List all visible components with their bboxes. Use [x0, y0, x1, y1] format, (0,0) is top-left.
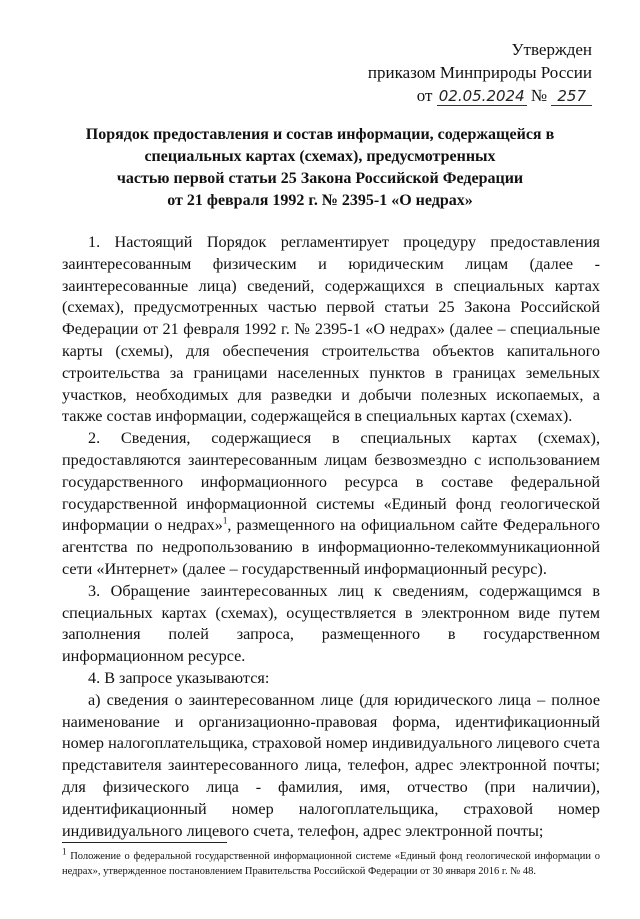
- approval-block: [368, 38, 592, 108]
- paragraph-1: 1. Настоящий Порядок регламентирует процедуру предоставления заинтересованным физическим и юридическим лицам (далее - заинтересованные лица) сведений, содержащихся в специальных картах (схемах), предусмотренных частью первой статьи 25 Закона Российской Федерации от 21 февраля 1992 г. № 2395-1 «О недрах» (далее – специальные карты (схемы), для обеспечения строительства объектов капитального строительства за границами населенных пунктов в границах земельных участков, необходимых для разведки и добычи полезных ископаемых, а также состав информации, содержащейся в специальных картах (схемах).: [62, 233, 600, 426]
- paragraph-4a: а) сведения о заинтересованном лице (для юридического лица – полное наименование и организационно-правовая форма, идентификационный номер налогоплательщика, страховой номер индивидуального лицевого счета представителя заинтересованного лица, телефон, адрес электронной почты; для физического лица - фамилия, имя, отчество (при наличии), идентификационный номер налогоплательщика, страховой номер индивидуального лицевого счета, телефон, адрес электронной почты;: [62, 690, 600, 840]
- footnote: [62, 846, 600, 879]
- approval-number-label: №: [530, 86, 548, 105]
- approval-line-2: приказом Минприроды России: [367, 63, 592, 82]
- approval-date-prefix: от: [416, 86, 433, 105]
- title-line-2: специальных картах (схемах), предусмотренных: [144, 148, 496, 165]
- footnote-reference[interactable]: 1: [222, 515, 228, 526]
- footnote-marker: 1: [62, 846, 67, 857]
- approval-line-1: Утвержден: [511, 40, 592, 59]
- approval-number: 257: [551, 87, 592, 106]
- paragraph-4: 4. В запросе указываются:: [88, 668, 270, 687]
- paragraph-2-text-a: 2. Сведения, содержащиеся в специальных картах (схемах), предоставляются заинтересованным лицам безвозмездно с использованием государственного информационного ресурса в составе федеральной государственной информационной системы «Единый фонд геологической информации о недрах»: [62, 429, 600, 535]
- footnote-separator: [62, 842, 227, 843]
- title-line-3: частью первой статьи 25 Закона Российской Федерации: [116, 170, 524, 187]
- document-body: [62, 232, 600, 842]
- paragraph-3: 3. Обращение заинтересованных лиц к сведениям, содержащимся в специальных картах (схемах), осуществляется в электронном виде путем заполнения полей запроса, размещенного в государственном информационном ресурсе.: [62, 581, 600, 666]
- title-line-4: от 21 февраля 1992 г. № 2395-1 «О недрах»: [167, 192, 473, 209]
- document-title: [70, 124, 570, 212]
- paragraph-2-text-b: , размещенного на официальном сайте Федерального агентства по недропользованию в информационно-телекоммуникационной сети «Интернет» (далее – государственный информационный ресурс).: [62, 516, 600, 578]
- approval-line-3: [368, 84, 592, 108]
- title-line-1: Порядок предоставления и состав информации, содержащейся в: [85, 126, 555, 143]
- paragraph-2: [62, 428, 600, 581]
- footnote-text: Положение о федеральной государственной информационной системе «Единый фонд геологической информации о недрах», утвержденное постановлением Правительства Российской Федерации от 30 января 2016 г. № 48.: [62, 851, 600, 877]
- approval-date: 02.05.2024: [438, 87, 525, 105]
